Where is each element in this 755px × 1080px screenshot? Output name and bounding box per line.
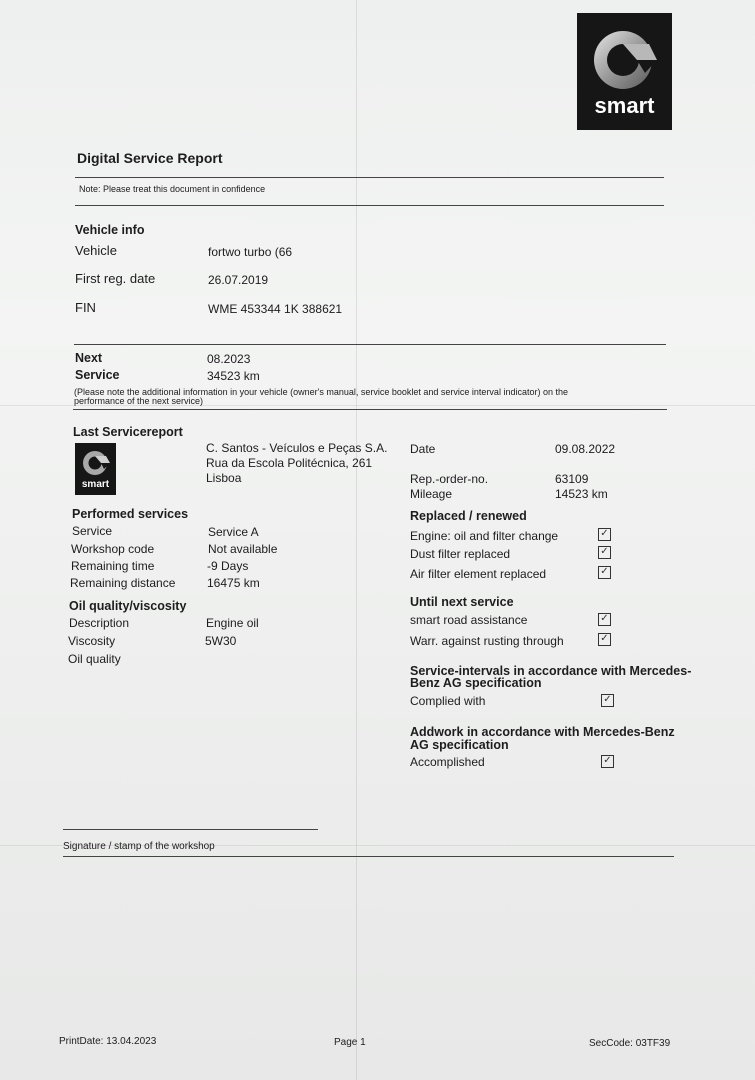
replaced-item-label: Air filter element replaced <box>410 567 547 581</box>
replaced-item-checkbox: ✓ <box>598 546 611 559</box>
mileage-label: Mileage <box>410 487 453 501</box>
addwork-heading-line1: Addwork in accordance with Mercedes-Benz <box>410 725 675 739</box>
divider <box>75 205 664 206</box>
rep-order-label: Rep.-order-no. <box>410 472 489 486</box>
replaced-item-label: Engine: oil and filter change <box>410 529 559 543</box>
next-service-note-line1: (Please note the additional information in your vehicle (owner's manual, service booklet and service interval indicator) on the <box>74 387 568 397</box>
mileage-value: 14523 km <box>555 487 608 501</box>
smart-logo-small-text: smart <box>81 479 110 490</box>
vehicle-label: Vehicle <box>75 243 117 258</box>
complied-with-checkbox: ✓ <box>601 694 614 707</box>
viscosity-label: Viscosity <box>68 634 116 648</box>
signature-label: Signature / stamp of the workshop <box>63 841 215 852</box>
viscosity-value: 5W30 <box>205 634 237 648</box>
accomplished-checkbox: ✓ <box>601 755 614 768</box>
remaining-distance-label: Remaining distance <box>70 576 176 590</box>
print-date: PrintDate: 13.04.2023 <box>59 1036 157 1047</box>
intervals-heading-line2: Benz AG specification <box>410 676 542 690</box>
page-number: Page 1 <box>334 1037 366 1048</box>
remaining-distance-value: 16475 km <box>207 576 260 590</box>
oil-description-label: Description <box>69 616 130 630</box>
until-next-heading: Until next service <box>410 595 514 609</box>
smart-logo-text: smart <box>594 93 655 118</box>
until-next-item-label: Warr. against rusting through <box>410 634 564 648</box>
divider <box>74 344 666 345</box>
workshop-code-label: Workshop code <box>71 542 155 556</box>
service-date-label: Date <box>410 442 436 456</box>
workshop-city: Lisboa <box>206 471 242 485</box>
next-service-km: 34523 km <box>207 369 260 383</box>
replaced-item-checkbox: ✓ <box>598 566 611 579</box>
confidential-note: Note: Please treat this document in confidence <box>79 184 266 194</box>
service-value: Service A <box>208 525 259 539</box>
workshop-name: C. Santos - Veículos e Peças S.A. <box>206 441 388 455</box>
first-reg-date-value: 26.07.2019 <box>208 273 269 287</box>
divider <box>75 177 664 178</box>
first-reg-date-label: First reg. date <box>75 271 156 286</box>
fin-value: WME 453344 1K 388621 <box>208 302 343 316</box>
paper-fold-vertical <box>356 0 357 1080</box>
last-service-heading: Last Servicereport <box>73 425 183 439</box>
until-next-item-label: smart road assistance <box>410 613 528 627</box>
divider <box>73 409 667 410</box>
page-title: Digital Service Report <box>77 150 223 166</box>
vehicle-info-heading: Vehicle info <box>75 223 145 237</box>
next-service-label-line1: Next <box>75 351 103 365</box>
complied-with-label: Complied with <box>410 694 486 708</box>
until-next-item-checkbox: ✓ <box>598 633 611 646</box>
rep-order-value: 63109 <box>555 472 589 486</box>
sec-code: SecCode: 03TF39 <box>589 1038 671 1049</box>
replaced-item-checkbox: ✓ <box>598 528 611 541</box>
oil-quality-label: Oil quality <box>68 652 121 666</box>
service-date-value: 09.08.2022 <box>555 442 616 456</box>
until-next-item-checkbox: ✓ <box>598 613 611 626</box>
intervals-heading-line1: Service-intervals in accordance with Mercedes- <box>410 664 692 678</box>
smart-logo <box>577 13 672 130</box>
service-label: Service <box>72 524 113 538</box>
accomplished-label: Accomplished <box>410 755 485 769</box>
next-service-note-line2: performance of the next service) <box>74 396 204 406</box>
next-service-date: 08.2023 <box>207 352 251 366</box>
workshop-street: Rua da Escola Politécnica, 261 <box>206 456 373 470</box>
signature-line <box>63 829 318 830</box>
workshop-smart-logo <box>75 443 116 495</box>
replaced-item-label: Dust filter replaced <box>410 547 511 561</box>
addwork-heading-line2: AG specification <box>410 738 509 752</box>
workshop-code-value: Not available <box>208 542 278 556</box>
oil-heading: Oil quality/viscosity <box>69 599 187 613</box>
fin-label: FIN <box>75 300 96 315</box>
remaining-time-label: Remaining time <box>71 559 155 573</box>
performed-services-heading: Performed services <box>72 507 189 521</box>
oil-description-value: Engine oil <box>206 616 259 630</box>
replaced-heading: Replaced / renewed <box>410 509 527 523</box>
remaining-time-value: -9 Days <box>207 559 249 573</box>
next-service-label-line2: Service <box>75 368 120 382</box>
divider <box>63 856 674 857</box>
vehicle-value: fortwo turbo (66 <box>208 245 293 259</box>
